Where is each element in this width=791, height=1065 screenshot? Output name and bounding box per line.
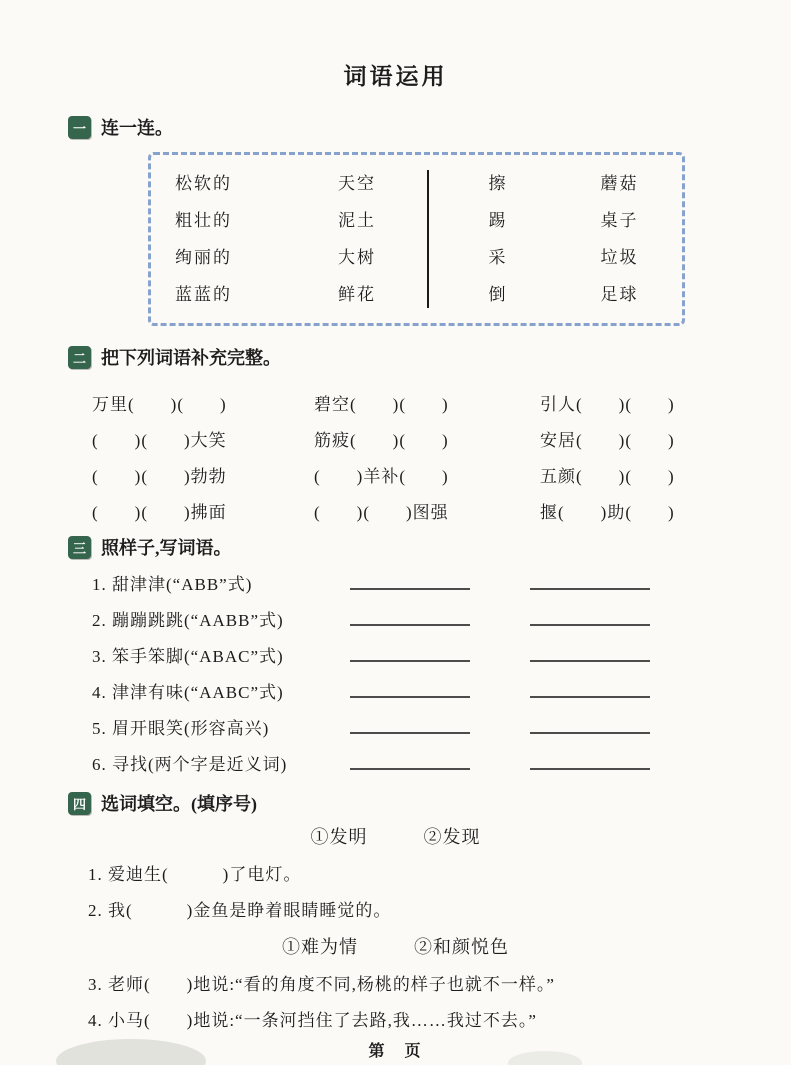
answer-blank	[350, 712, 470, 734]
example-word-label: 6. 寻找(两个字是近义词)	[92, 755, 288, 774]
answer-blank	[350, 676, 470, 698]
matching-item: 绚丽的	[175, 248, 232, 267]
answer-blank	[530, 748, 650, 770]
write-words-item	[92, 676, 791, 712]
page-title: 词语运用	[343, 64, 448, 89]
option-label: ①难为情	[282, 937, 358, 957]
word-with-blanks: 揠( )助( )	[540, 502, 675, 522]
matching-item: 鲜花	[338, 285, 376, 304]
fill-blank-sentence: 4. 小马( )地说:“一条河挡住了去路,我……我过不去。”	[88, 1010, 537, 1030]
word-with-blanks: 引人( )( )	[540, 394, 675, 414]
write-words-item	[92, 568, 791, 604]
word-with-blanks: 安居( )( )	[540, 430, 675, 450]
complete-words-row	[92, 384, 791, 420]
section-3-header	[68, 534, 791, 560]
matching-item: 蘑菇	[600, 174, 639, 193]
answer-blank	[530, 568, 650, 590]
fill-blank-sentence: 3. 老师( )地说:“看的角度不同,杨桃的样子也就不一样。”	[88, 974, 555, 994]
option-label: ②发现	[423, 827, 481, 847]
option-label: ②和颜悦色	[414, 937, 509, 957]
answer-blank	[530, 640, 650, 662]
matching-item: 倒	[488, 285, 508, 304]
matching-item: 擦	[488, 174, 508, 193]
matching-nouns-column	[338, 165, 427, 313]
answer-blank	[350, 568, 470, 590]
word-with-blanks: 万里( )( )	[92, 394, 227, 414]
word-options-row-1	[0, 818, 791, 854]
write-words-list	[92, 568, 791, 784]
word-options-row-2	[0, 928, 791, 964]
matching-verbs-column	[429, 165, 567, 313]
write-words-item	[92, 748, 791, 784]
matching-item: 垃圾	[600, 248, 639, 267]
matching-item: 踢	[488, 211, 508, 230]
matching-item: 足球	[600, 285, 639, 304]
section-4-number-badge: 四	[68, 792, 91, 815]
section-1-label: 连一连。	[101, 118, 173, 138]
matching-item: 粗壮的	[175, 211, 232, 230]
section-2-label: 把下列词语补充完整。	[101, 348, 281, 368]
section-3-label: 照样子,写词语。	[101, 538, 232, 558]
write-words-item	[92, 712, 791, 748]
word-with-blanks: ( )( )图强	[314, 502, 449, 522]
write-words-item	[92, 604, 791, 640]
section-2-header	[68, 344, 791, 370]
word-with-blanks: ( )羊补( )	[314, 466, 449, 486]
word-with-blanks: 筋疲( )( )	[314, 430, 449, 450]
page-footer: 第 页	[368, 1043, 423, 1060]
example-word-label: 4. 津津有味(“AABC”式)	[92, 683, 284, 702]
word-with-blanks: 五颜( )( )	[540, 466, 675, 486]
example-word-label: 2. 蹦蹦跳跳(“AABB”式)	[92, 611, 284, 630]
complete-words-row	[92, 420, 791, 456]
complete-words-grid	[92, 384, 791, 528]
example-word-label: 5. 眉开眼笑(形容高兴)	[92, 719, 270, 738]
matching-adjectives-column	[151, 165, 338, 313]
example-word-label: 1. 甜津津(“ABB”式)	[92, 575, 253, 594]
matching-box	[148, 152, 685, 326]
matching-item: 采	[488, 248, 508, 267]
answer-blank	[530, 604, 650, 626]
matching-item: 泥土	[338, 211, 376, 230]
answer-blank	[530, 676, 650, 698]
word-with-blanks: ( )( )勃勃	[92, 466, 227, 486]
answer-blank	[350, 640, 470, 662]
section-3-number-badge: 三	[68, 536, 91, 559]
complete-words-row	[92, 456, 791, 492]
write-words-item	[92, 640, 791, 676]
fill-blank-sentence: 1. 爱迪生( )了电灯。	[88, 864, 302, 884]
word-with-blanks: ( )( )拂面	[92, 502, 227, 522]
complete-words-row	[92, 492, 791, 528]
option-label: ①发明	[310, 827, 368, 847]
word-with-blanks: 碧空( )( )	[314, 394, 449, 414]
answer-blank	[530, 712, 650, 734]
section-1-header	[68, 114, 791, 140]
answer-blank	[350, 748, 470, 770]
matching-item: 天空	[338, 174, 376, 193]
word-with-blanks: ( )( )大笑	[92, 430, 227, 450]
example-word-label: 3. 笨手笨脚(“ABAC”式)	[92, 647, 284, 666]
fill-blank-sentence: 2. 我( )金鱼是睁着眼睛睡觉的。	[88, 900, 392, 920]
matching-item: 桌子	[600, 211, 639, 230]
section-2-number-badge: 二	[68, 346, 91, 369]
matching-objects-column	[567, 165, 682, 313]
matching-item: 蓝蓝的	[175, 285, 232, 304]
section-1-number-badge: 一	[68, 116, 91, 139]
matching-item: 松软的	[175, 174, 232, 193]
answer-blank	[350, 604, 470, 626]
matching-item: 大树	[338, 248, 376, 267]
section-4-label: 选词填空。(填序号)	[101, 794, 257, 814]
section-4-header	[68, 790, 791, 816]
